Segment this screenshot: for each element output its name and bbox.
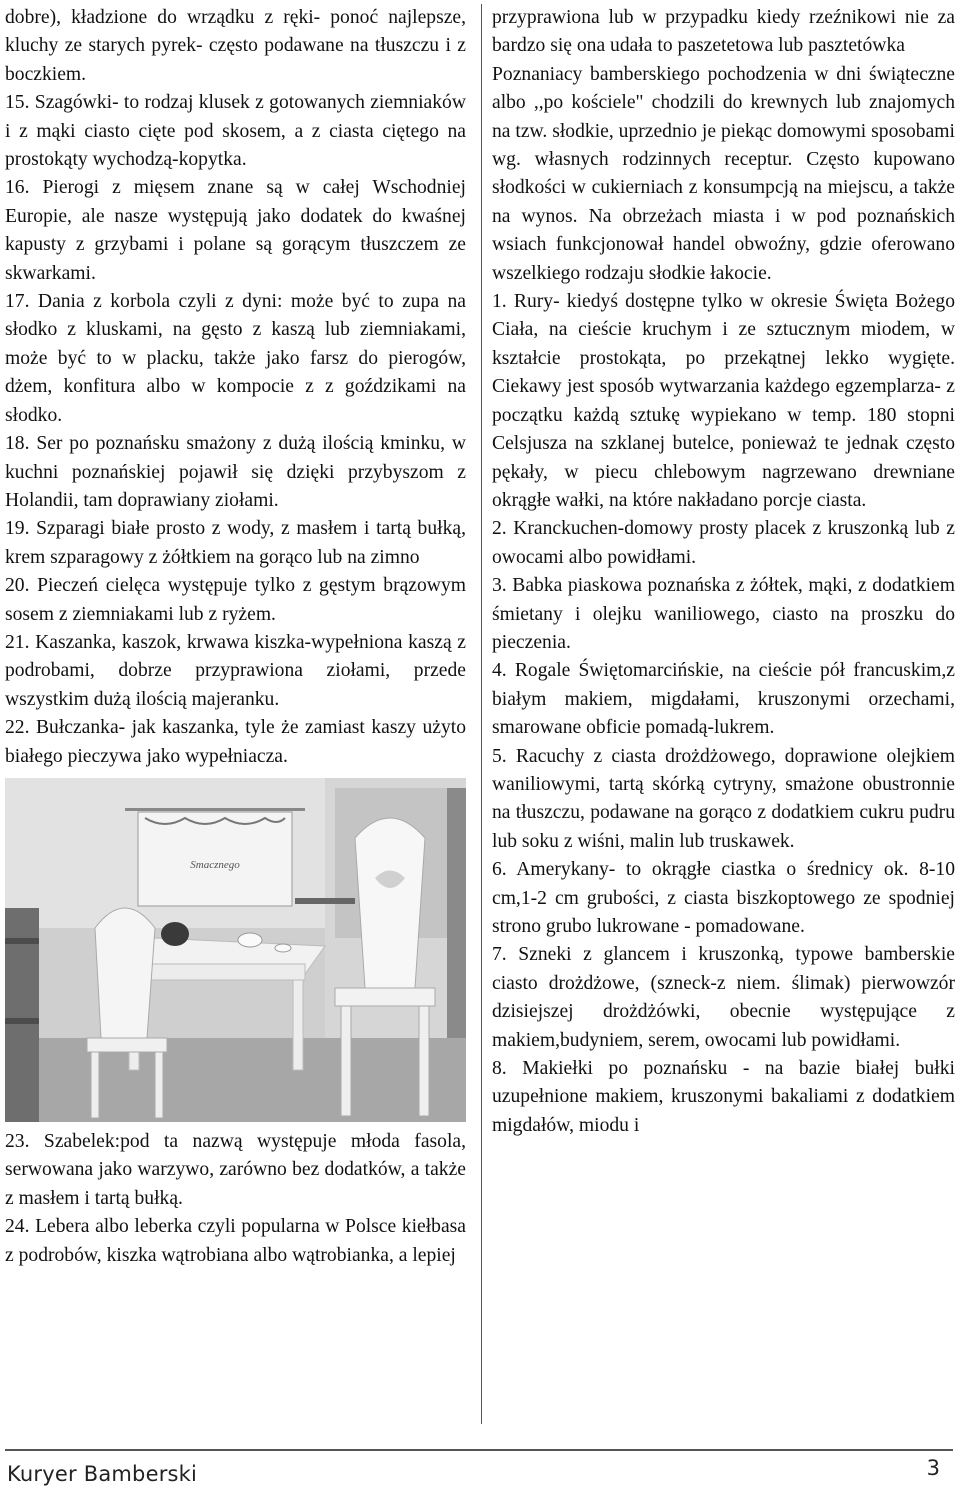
paragraph: 3. Babka piaskowa poznańska z żółtek, mąki, z dodatkiem śmietany i olejku waniliowego, ciasto na proszku do pieczenia. — [492, 575, 955, 653]
photo-embroidery-text: Smacznego — [190, 858, 240, 871]
paragraph: przyprawiona lub w przypadku kiedy rzeźnikowi nie za bardzo się ona udała to paszetetowa lub pasztetówka — [492, 7, 955, 57]
right-column — [492, 4, 955, 1140]
left-column — [5, 4, 466, 1270]
page-number: 3 — [926, 1456, 940, 1480]
paragraph: 8. Makiełki po poznańsku - na bazie białej bułki uzupełnione makiem, kruszonymi bakaliami z dodatkiem migdałów, miodu i — [492, 1058, 955, 1136]
paragraph: 23. Szabelek:pod ta nazwą występuje młoda fasola, serwowana jako warzywo, zarówno bez dodatków, a także z masłem i tartą bułką. — [5, 1130, 466, 1209]
paragraph: 18. Ser po poznańsku smażony z dużą ilością kminku, w kuchni poznańskiej pojawił się dzięki przybyszom z Holandii, tam doprawiany ziołami. — [5, 433, 466, 511]
paragraph: dobre), kładzione do wrządku z ręki- ponoć najlepsze, kluchy ze starych pyrek- często podawane na tłuszczu i z boczkiem. — [5, 7, 466, 85]
paragraph: 6. Amerykany- to okrągłe ciastka o średnicy ok. 8-10 cm,1-2 cm grubości, z ciasta biszkoptowego ze spodniej strono grubo lukrowane - pomadowane. — [492, 859, 955, 937]
paragraph: 7. Szneki z glancem i kruszonką, typowe bamberskie ciasto drożdżowe, (szneck-z niem. ślimak) pierwowzór dzisiejszej drożdżówki, obecnie występujące z makiem,budyniem, serem, owocami lub powidłami. — [492, 944, 955, 1051]
paragraph: 15. Szagówki- to rodzaj klusek z gotowanych ziemniaków i z mąki ciasto cięte pod skosem, a z ciasta ciętego na prostokąty wychodzą-kopytka. — [5, 92, 466, 171]
paragraph: 1. Rury- kiedyś dostępne tylko w okresie Święta Bożego Ciała, na cieście kruchym i ze sztucznym miodem, w kształcie prostokąta, po przekątnej lekko wygięte. Ciekawy jest sposób wytwarzania każdego egzemplarza- z początku każdą sztukę wypiekano w temp. 180 stopni Celsjusza na szklanej butelce, ponieważ te jednak często pękały, w piecu chlebowym nagrzewano drewniane okrągłe wałki, na które nakładano porcje ciasta. — [492, 291, 955, 511]
paragraph: 24. Lebera albo leberka czyli popularna w Polsce kiełbasa z podrobów, kiszka wątrobiana albo wątrobianka, a lepiej — [5, 1216, 466, 1266]
paragraph: 4. Rogale Świętomarcińskie, na cieście pół francuskim,z białym makiem, migdałami, kruszonymi orzechami, smarowane obficie pomadą-lukrem. — [492, 660, 955, 739]
footer-rule — [5, 1449, 953, 1451]
paragraph: 2. Kranckuchen-domowy prosty placek z kruszonką lub z owocami albo powidłami. — [492, 518, 955, 568]
paragraph: 21. Kaszanka, kaszok, krwawa kiszka-wypełniona kaszą z podrobami, dobrze przyprawiona ziołami, przede wszystkim dużą ilością majeranku. — [5, 631, 466, 710]
paragraph: 16. Pierogi z mięsem znane są w całej Wschodniej Europie, ale nasze występują jako dodatek do kwaśnej kapusty z grzybami i polane są gorącym tłuszczem ze skwarkami. — [5, 177, 466, 284]
paragraph: 5. Racuchy z ciasta drożdżowego, doprawione olejkiem waniliowymi, tartą skórką cytryny, smażone obustronnie na tłuszczu, podawane na gorąco z dodatkiem cukru pudru lub soku z wiśni, malin lub truskawek. — [492, 745, 955, 852]
column-divider — [481, 4, 482, 1424]
paragraph: 20. Pieczeń cielęca występuje tylko z gęstym brązowym sosem z ziemniakami lub z ryżem. — [5, 575, 466, 625]
paragraph: Poznaniacy bamberskiego pochodzenia w dni świąteczne albo ,,po kościele" chodzili do krewnych lub znajomych na tzw. słodkie, uprzednio je piekąc domowymi sposobami wg. własnych rodzinnych receptur. Często kupowano słodkości w cukierniach z konsumpcją na miejscu, a także na wynos. Na obrzeżach miasta i w pod poznańskich wsiach funkcjonował handel obwoźny, gdzie oferowano wszelkiego rodzaju słodkie łakocie. — [492, 63, 955, 284]
paragraph: 19. Szparagi białe prosto z wody, z masłem i tartą bułką, krem szparagowy z żółtkiem na gorąco lub na zimno — [5, 518, 466, 568]
kitchen-photo — [5, 778, 466, 1122]
paragraph: 22. Bułczanka- jak kaszanka, tyle że zamiast kaszy użyto białego pieczywa jako wypełniacza. — [5, 717, 466, 767]
publication-title: Kuryer Bamberski — [7, 1462, 198, 1486]
paragraph: 17. Dania z korbola czyli z dyni: może być to zupa na słodko z kluskami, na gęsto z kaszą lub ziemniakami, może być to w placku, także jako farsz do pierogów, dżem, konfitura albo w kompocie z z goździkami na słodko. — [5, 291, 466, 426]
